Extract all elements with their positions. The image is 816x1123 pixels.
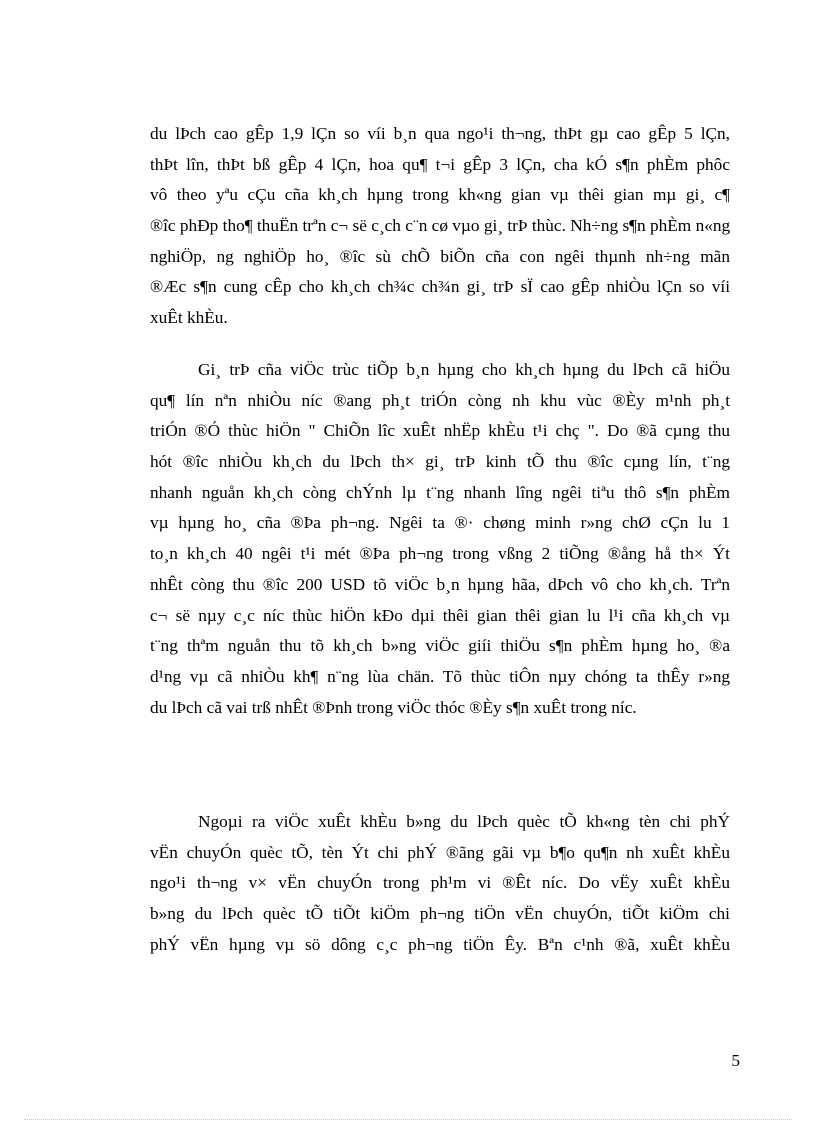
text-line: ®Æc s¶n cung cÊp cho kh¸ch ch¾c ch¾n gi¸ trÞ sÏ cao gÊp nhiÒu lÇn so víi <box>150 277 730 297</box>
text-line: nhanh nguån kh¸ch còng chÝnh lµ t¨ng nhanh lîng ngêi tiªu thô s¶n phÈm <box>150 482 730 502</box>
paragraph-1 <box>150 119 730 334</box>
text-line: to¸n kh¸ch 40 ngêi t¹i mét ®Þa ph¬ng trong vßng 2 tiÕng ®ång hå th× Ýt <box>150 544 730 564</box>
text-line: vµ hµng ho¸ cña ®Þa ph¬ng. Ngêi ta ®· chøng minh r»ng chØ cÇn lu 1 <box>150 513 730 533</box>
paragraph-3 <box>150 807 730 960</box>
page-bottom-border <box>24 1119 792 1120</box>
text-line: t¨ng thªm nguån thu tõ kh¸ch b»ng viÖc giíi thiÖu s¶n phÈm hµng ho¸ ®a <box>150 636 730 656</box>
text-line-indented: Ngoµi ra viÖc xuÊt khÈu b»ng du lÞch quèc tÕ kh«ng tèn chi phÝ <box>198 812 730 831</box>
text-line: vËn chuyÓn quèc tÕ, tèn Ýt chi phÝ ®ãng gãi vµ b¶o qu¶n nh xuÊt khÈu <box>150 842 730 862</box>
text-line: hót ®îc nhiÒu kh¸ch du lÞch th× gi¸ trÞ kinh tÕ thu ®îc cµng lín, t¨ng <box>150 452 730 472</box>
page-number: 5 <box>731 1051 740 1070</box>
text-line: nghiÖp, ng nghiÖp ho¸ ®îc sù chÕ biÕn cña con ngêi thµnh nh÷ng mãn <box>150 246 730 266</box>
text-line: c¬ së nµy c¸c níc thùc hiÖn kÐo dµi thêi gian thêi gian lu l¹i cña kh¸ch vµ <box>150 605 730 625</box>
text-line: vô theo yªu cÇu cña kh¸ch hµng trong kh«ng gian vµ thêi gian mµ gi¸ c¶ <box>150 185 730 205</box>
text-line: triÓn ®Ó thùc hiÖn " ChiÕn lîc xuÊt nhËp khÈu t¹i chç ". Do ®ã cµng thu <box>150 421 730 441</box>
text-line: qu¶ lín nªn nhiÒu níc ®ang ph¸t triÓn còng nh khu vùc ®Èy m¹nh ph¸t <box>150 390 730 410</box>
text-line: phÝ vËn hµng vµ sö dông c¸c ph¬ng tiÖn Êy. Bªn c¹nh ®ã, xuÊt khÈu <box>150 934 730 954</box>
text-line-indented: Gi¸ trÞ cña viÖc trùc tiÕp b¸n hµng cho kh¸ch hµng du lÞch cã hiÖu <box>198 360 730 379</box>
text-line: du lÞch cao gÊp 1,9 lÇn so víi b¸n qua ngo¹i th¬ng, thÞt gµ cao gÊp 5 lÇn, <box>150 124 730 143</box>
text-line: thÞt lîn, thÞt bß gÊp 4 lÇn, hoa qu¶ t¬i gÊp 3 lÇn, cha kÓ s¶n phÈm phôc <box>150 154 730 174</box>
text-line: xuÊt khÈu. <box>150 308 228 328</box>
paragraph-2 <box>150 355 730 723</box>
text-line: ®îc phÐp tho¶ thuËn trªn c¬ së c¸ch c¨n cø vµo gi¸ trÞ thùc. Nh÷ng s¶n phÈm n«ng <box>150 216 730 236</box>
text-line: du lÞch cã vai trß nhÊt ®Þnh trong viÖc thóc ®Èy s¶n xuÊt trong níc. <box>150 697 637 717</box>
text-line: nhÊt còng thu ®îc 200 USD tõ viÖc b¸n hµng hãa, dÞch vô cho kh¸ch. Trªn <box>150 574 730 594</box>
text-line: d¹ng vµ cã nhiÒu kh¶ n¨ng lùa chän. Tõ thùc tiÔn nµy chóng ta thÊy r»ng <box>150 666 730 686</box>
text-line: ngo¹i th¬ng v× vËn chuyÓn trong ph¹m vi ®Êt níc. Do vËy xuÊt khÈu <box>150 873 730 893</box>
text-line: b»ng du lÞch quèc tÕ tiÕt kiÖm ph¬ng tiÖn vËn chuyÓn, tiÕt kiÖm chi <box>150 904 730 924</box>
